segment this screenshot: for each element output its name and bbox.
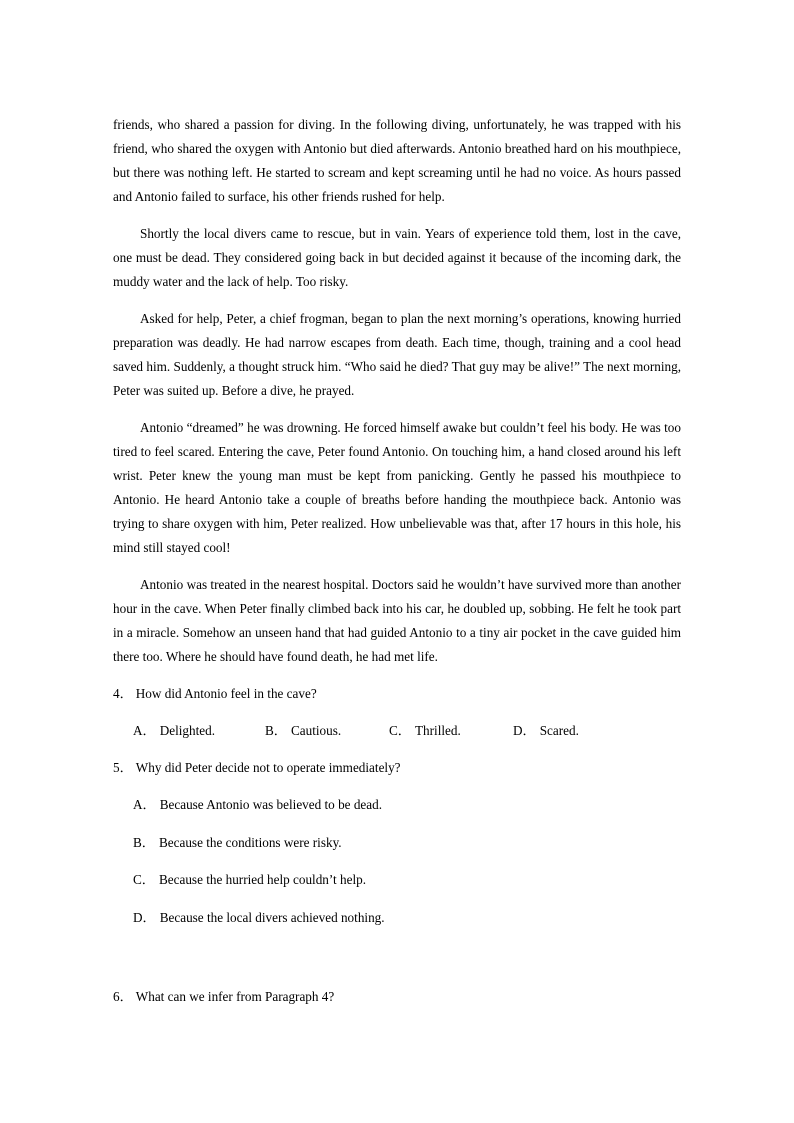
option-b[interactable] <box>133 831 681 855</box>
question-4-stem <box>113 682 681 706</box>
option-text: Because the local divers achieved nothing. <box>159 909 385 925</box>
passage-paragraph-2: Shortly the local divers came to rescue, but in vain. Years of experience told them, lost in the cave, one must be dead. They considered going back in but decided against it because of the incoming dark, the muddy water and the lack of help. Too risky. <box>113 226 681 289</box>
option-c[interactable] <box>133 868 681 892</box>
option-d[interactable] <box>133 906 681 930</box>
question-5-options <box>133 793 681 930</box>
option-letter: D． <box>513 723 536 738</box>
option-letter: B． <box>133 834 155 850</box>
option-text: Scared. <box>539 723 579 738</box>
option-letter: C． <box>133 872 155 887</box>
option-text: Because Antonio was believed to be dead. <box>159 797 383 812</box>
question-6 <box>113 985 681 1009</box>
question-number: 4． <box>113 686 133 701</box>
question-text: Why did Peter decide not to operate immediately? <box>135 760 401 775</box>
question-5 <box>113 756 681 930</box>
question-number: 6． <box>113 988 133 1004</box>
question-4-options <box>133 719 681 743</box>
passage-paragraph-3: Asked for help, Peter, a chief frogman, began to plan the next morning’s operations, knowing hurried preparation was deadly. He had narrow escapes from death. Each time, though, training and a cool head saved him. Suddenly, a thought struck him. “Who said he died? That guy may be alive!” The next morning, Peter was suited up. Before a dive, he prayed. <box>113 311 681 398</box>
option-letter: B． <box>265 723 287 738</box>
option-b[interactable] <box>265 719 389 743</box>
option-a[interactable] <box>133 719 265 743</box>
option-c[interactable] <box>389 719 513 743</box>
option-letter: D． <box>133 909 156 925</box>
question-6-stem <box>113 985 681 1009</box>
passage-paragraph-5: Antonio was treated in the nearest hospital. Doctors said he wouldn’t have survived more than another hour in the cave. When Peter finally climbed back into his car, he doubled up, sobbing. He felt he took part in a miracle. Somehow an unseen hand that had guided Antonio to a tiny air pocket in the cave guided him there too. Where he should have found death, he had met life. <box>113 577 681 664</box>
option-text: Thrilled. <box>414 723 461 738</box>
option-d[interactable] <box>513 719 603 743</box>
option-text: Because the conditions were risky. <box>158 834 342 850</box>
option-text: Cautious. <box>290 723 342 738</box>
option-text: Because the hurried help couldn’t help. <box>158 872 367 887</box>
option-letter: A． <box>133 797 156 812</box>
option-a[interactable] <box>133 793 681 817</box>
question-4 <box>113 682 681 743</box>
option-letter: A． <box>133 723 156 738</box>
passage-paragraph-4: Antonio “dreamed” he was drowning. He forced himself awake but couldn’t feel his body. He was too tired to feel scared. Entering the cave, Peter found Antonio. On touching him, a hand closed around his left wrist. Peter knew the young man must be kept from panicking. Gently he passed his mouthpiece to Antonio. He heard Antonio take a couple of breaths before handing the mouthpiece back. Antonio was trying to share oxygen with him, Peter realized. How unbelievable was that, after 17 hours in this hole, his mind still stayed cool! <box>113 420 681 555</box>
question-5-stem <box>113 756 681 780</box>
question-text: How did Antonio feel in the cave? <box>135 686 317 701</box>
question-number: 5． <box>113 760 133 775</box>
option-letter: C． <box>389 723 411 738</box>
document-page <box>113 113 681 1009</box>
passage-paragraph-1: friends, who shared a passion for diving. In the following diving, unfortunately, he was trapped with his friend, who shared the oxygen with Antonio but died afterwards. Antonio breathed hard on his mouthpiece, but there was nothing left. He started to scream and kept screaming until he had no voice. As hours passed and Antonio failed to surface, his other friends rushed for help. <box>113 117 681 204</box>
option-text: Delighted. <box>159 723 216 738</box>
question-text: What can we infer from Paragraph 4? <box>135 988 335 1004</box>
